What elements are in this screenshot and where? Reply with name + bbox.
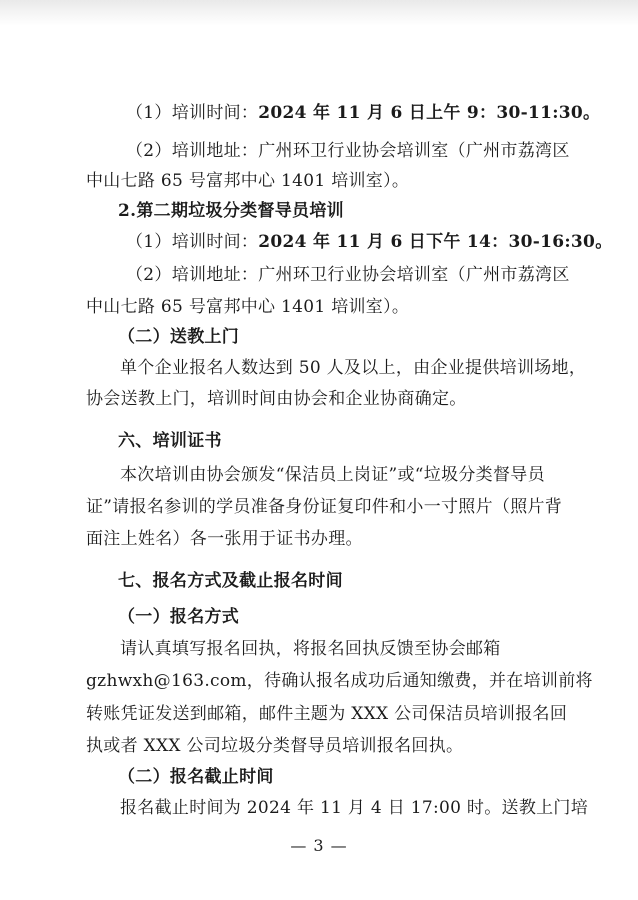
section6-paragraph-line2: 证”请报名参训的学员准备身份证复印件和小一寸照片（照片背 xyxy=(86,497,563,517)
session2-address-line1: （2）培训地址：广州环卫行业协会培训室（广州市荔湾区 xyxy=(126,265,570,285)
section6-paragraph-line3: 面注上姓名）各一张用于证书办理。 xyxy=(86,529,363,549)
session1-time-line xyxy=(126,102,600,124)
session2-time-line xyxy=(126,231,613,253)
signup-method-line3: 转账凭证发送到邮箱，邮件主题为 XXX 公司保洁员培训报名回 xyxy=(86,704,568,724)
section7-deadline-heading: （二）报名截止时间 xyxy=(118,767,274,787)
session1-address-line1: （2）培训地址：广州环卫行业协会培训室（广州市荔湾区 xyxy=(126,141,570,161)
session2-time-value: 2024 年 11 月 6 日下午 14：30-16:30。 xyxy=(258,232,613,252)
section6-heading: 六、培训证书 xyxy=(118,431,222,451)
session2-heading: 2.第二期垃圾分类督导员培训 xyxy=(118,201,344,221)
session2-address-line2: 中山七路 65 号富邦中心 1401 培训室）。 xyxy=(86,297,410,317)
section7-signup-method-heading: （一）报名方式 xyxy=(118,607,240,627)
onsite-training-heading: （二）送教上门 xyxy=(118,327,240,347)
section7-heading: 七、报名方式及截止报名时间 xyxy=(118,571,343,591)
signup-method-line2: gzhwxh@163.com，待确认报名成功后通知缴费，并在培训前将 xyxy=(86,671,593,691)
onsite-paragraph-line1: 单个企业报名人数达到 50 人及以上，由企业提供培训场地， xyxy=(120,358,587,378)
session1-time-value: 2024 年 11 月 6 日上午 9：30-11:30。 xyxy=(258,103,601,123)
page-number: — 3 — xyxy=(290,836,348,855)
session1-time-label: （1）培训时间： xyxy=(126,103,259,123)
signup-method-line4: 执或者 XXX 公司垃圾分类督导员培训报名回执。 xyxy=(86,736,464,756)
session1-address-line2: 中山七路 65 号富邦中心 1401 培训室）。 xyxy=(86,171,410,191)
scan-top-edge xyxy=(0,0,638,26)
signup-method-line1: 请认真填写报名回执，将报名回执反馈至协会邮箱 xyxy=(120,639,501,659)
onsite-paragraph-line2: 协会送教上门，培训时间由协会和企业协商确定。 xyxy=(86,389,467,409)
session2-time-label: （1）培训时间： xyxy=(126,232,259,252)
section6-paragraph-line1: 本次培训由协会颁发“保洁员上岗证”或“垃圾分类督导员 xyxy=(120,465,545,485)
deadline-paragraph-line1: 报名截止时间为 2024 年 11 月 4 日 17:00 时。送教上门培 xyxy=(120,798,589,818)
